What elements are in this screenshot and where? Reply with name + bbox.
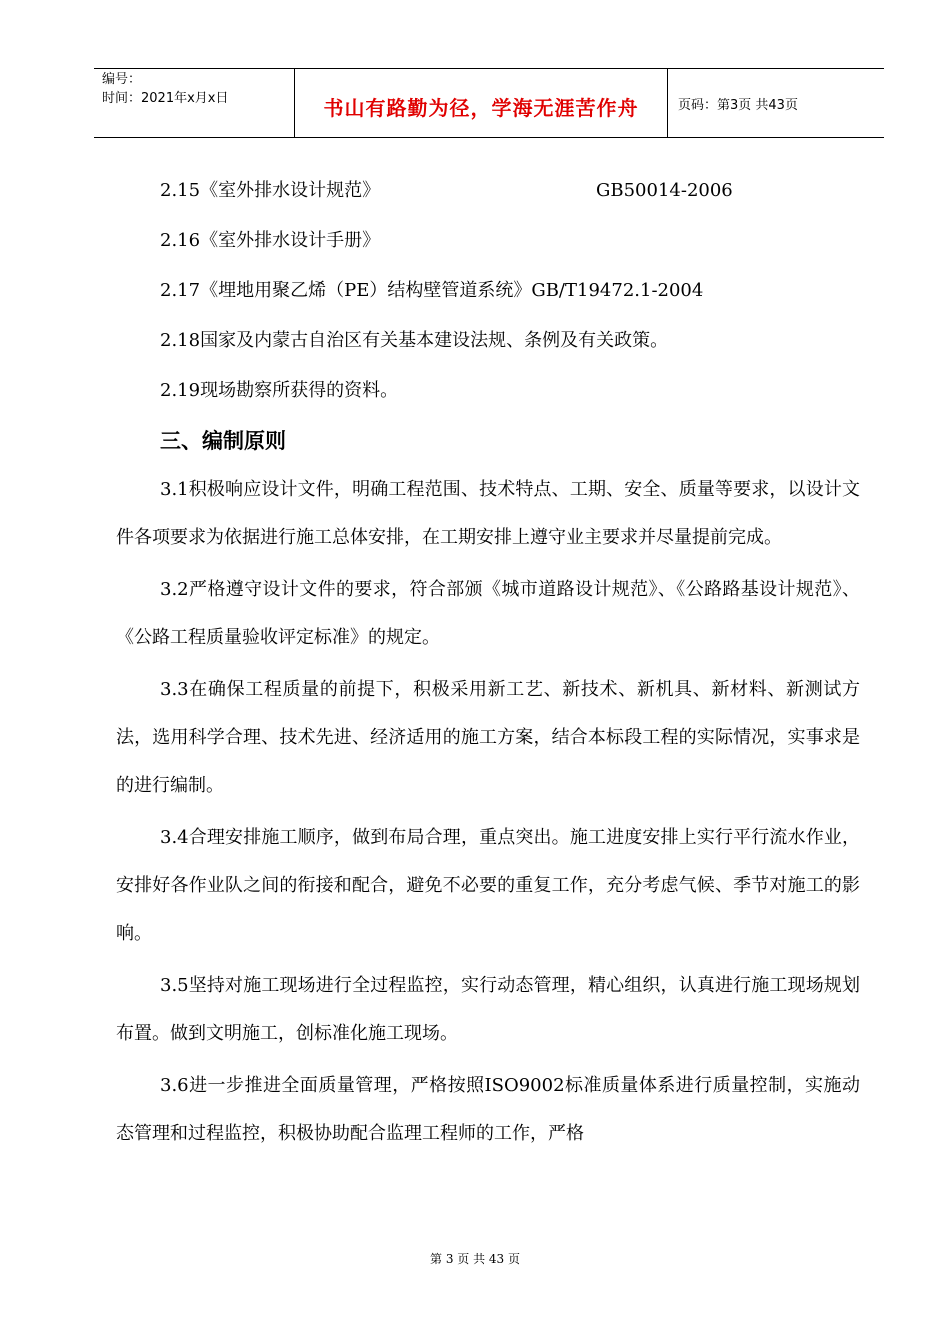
reference-item	[116, 216, 860, 266]
reference-text: 2.15《室外排水设计规范》	[160, 180, 381, 201]
reference-text: 2.19现场勘察所获得的资料。	[160, 380, 399, 401]
document-time-label: 时间：2021年x月x日	[102, 91, 229, 106]
header-page-cell	[668, 69, 884, 137]
reference-item	[116, 366, 860, 416]
page-footer: 第 3 页 共 43 页	[430, 1252, 520, 1266]
principle-paragraph: 3.6进一步推进全面质量管理，严格按照ISO9002标准质量体系进行质量控制，实施动态管理和过程监控，积极协助配合监理工程师的工作，严格	[116, 1075, 860, 1144]
reference-item	[116, 166, 860, 216]
principle-paragraph: 3.3在确保工程质量的前提下，积极采用新工艺、新技术、新机具、新材料、新测试方法，选用科学合理、技术先进、经济适用的施工方案，结合本标段工程的实际情况，实事求是的进行编制。	[116, 679, 860, 796]
principle-paragraph: 3.1积极响应设计文件，明确工程范围、技术特点、工期、安全、质量等要求，以设计文件各项要求为依据进行施工总体安排，在工期安排上遵守业主要求并尽量提前完成。	[116, 479, 860, 548]
reference-item	[116, 316, 860, 366]
header-motto-cell	[294, 69, 668, 137]
reference-text: 2.17《埋地用聚乙烯（PE）结构壁管道系统》GB/T19472.1-2004	[160, 280, 704, 301]
document-body	[116, 166, 860, 1162]
header-meta	[94, 69, 294, 137]
section-heading: 三、编制原则	[160, 429, 286, 453]
principle-paragraph: 3.5坚持对施工现场进行全过程监控，实行动态管理，精心组织，认真进行施工现场规划布置。做到文明施工，创标准化施工现场。	[116, 975, 860, 1044]
principle-paragraph: 3.2严格遵守设计文件的要求，符合部颁《城市道路设计规范》、《公路路基设计规范》、《公路工程质量验收评定标准》的规定。	[116, 579, 860, 648]
reference-text: 2.16《室外排水设计手册》	[160, 230, 381, 251]
document-number-label: 编号：	[102, 72, 142, 87]
reference-code: GB50014-2006	[596, 180, 733, 201]
reference-text: 2.18国家及内蒙古自治区有关基本建设法规、条例及有关政策。	[160, 330, 669, 351]
reference-item	[116, 266, 860, 316]
page-header	[94, 68, 884, 138]
principle-paragraph: 3.4合理安排施工顺序，做到布局合理，重点突出。施工进度安排上实行平行流水作业，安排好各作业队之间的衔接和配合，避免不必要的重复工作，充分考虑气候、季节对施工的影响。	[116, 827, 860, 944]
header-page-number: 页码：第3页 共43页	[678, 98, 798, 113]
header-motto: 书山有路勤为径，学海无涯苦作舟	[323, 96, 639, 120]
